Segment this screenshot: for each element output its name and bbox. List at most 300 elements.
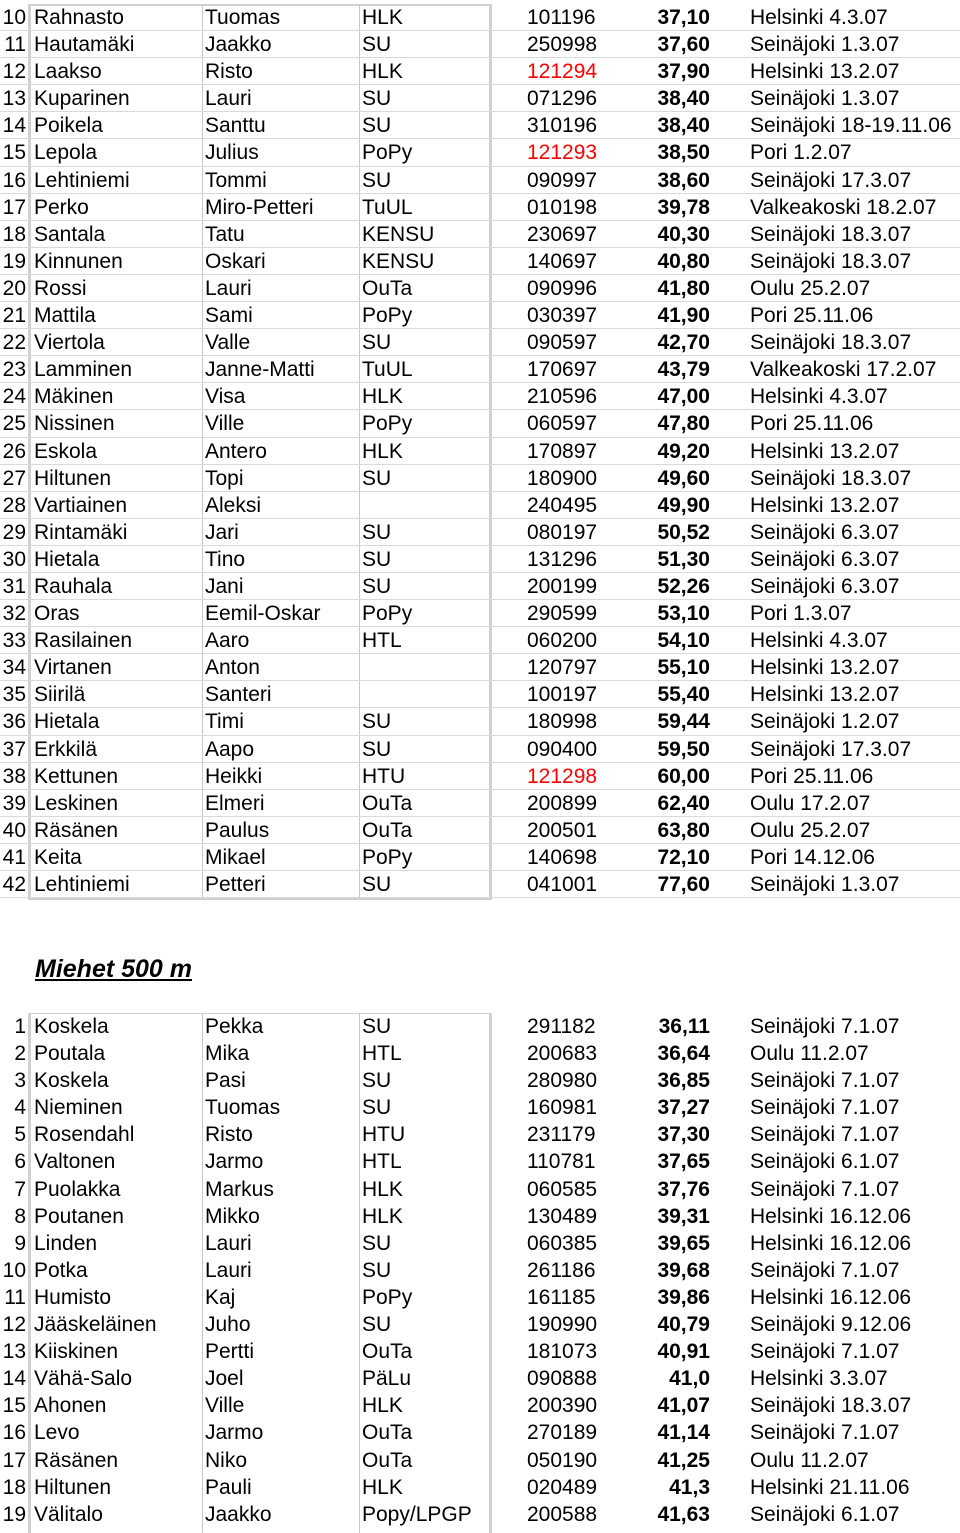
place-date-cell: Helsinki 13.2.07 bbox=[750, 683, 900, 707]
first-name-cell: Visa bbox=[205, 385, 246, 409]
rank-cell: 36 bbox=[2, 710, 26, 734]
table-row bbox=[0, 302, 960, 329]
time-cell: 41,0 bbox=[669, 1367, 710, 1391]
rank-cell: 19 bbox=[2, 249, 26, 273]
last-name-cell: Koskela bbox=[34, 1015, 109, 1038]
club-cell: HTL bbox=[362, 1150, 402, 1174]
last-name-cell: Poutala bbox=[34, 1042, 106, 1066]
place-date-cell: Seinäjoki 1.3.07 bbox=[750, 87, 900, 111]
club-cell: SU bbox=[362, 1069, 392, 1093]
table-row bbox=[0, 763, 960, 790]
first-name-cell: Aaro bbox=[205, 629, 250, 653]
table-row bbox=[0, 871, 960, 898]
club-cell: PoPy bbox=[362, 304, 413, 328]
club-cell: HLK bbox=[362, 1394, 403, 1418]
place-date-cell: Helsinki 4.3.07 bbox=[750, 6, 888, 29]
time-cell: 54,10 bbox=[657, 629, 710, 653]
rank-cell: 6 bbox=[14, 1150, 26, 1174]
birthdate-cell: 121298 bbox=[527, 764, 598, 788]
rank-cell: 25 bbox=[2, 412, 26, 436]
time-cell: 38,40 bbox=[657, 114, 710, 138]
table-row bbox=[0, 383, 960, 410]
first-name-cell: Juho bbox=[205, 1313, 251, 1337]
table-row bbox=[0, 139, 960, 166]
place-date-cell: Helsinki 16.12.06 bbox=[750, 1231, 912, 1255]
last-name-cell: Erkkilä bbox=[34, 737, 98, 761]
last-name-cell: Rahnasto bbox=[34, 6, 124, 29]
first-name-cell: Antero bbox=[205, 439, 267, 463]
rank-cell: 18 bbox=[2, 222, 26, 246]
place-date-cell: Oulu 25.2.07 bbox=[750, 818, 871, 842]
club-cell: OuTa bbox=[362, 791, 413, 815]
club-cell: HLK bbox=[362, 1475, 403, 1499]
rank-cell: 12 bbox=[2, 60, 26, 84]
rank-cell: 2 bbox=[14, 1042, 26, 1066]
time-cell: 36,85 bbox=[657, 1069, 710, 1093]
club-cell: OuTa bbox=[362, 818, 413, 842]
first-name-cell: Tino bbox=[205, 547, 246, 571]
club-cell: PoPy bbox=[362, 845, 413, 869]
club-cell: OuTa bbox=[362, 1340, 413, 1364]
time-cell: 38,60 bbox=[657, 168, 710, 192]
birthdate-cell: 290599 bbox=[527, 602, 598, 626]
birthdate-cell: 161185 bbox=[527, 1285, 596, 1309]
rank-cell: 9 bbox=[14, 1231, 26, 1255]
club-cell: SU bbox=[362, 520, 392, 544]
club-cell: TuUL bbox=[362, 358, 413, 382]
rank-cell: 17 bbox=[2, 195, 26, 219]
club-cell: SU bbox=[362, 710, 392, 734]
birthdate-cell: 200588 bbox=[527, 1502, 598, 1526]
first-name-cell: Miro-Petteri bbox=[205, 195, 314, 219]
rank-cell: 27 bbox=[2, 466, 26, 490]
first-name-cell: Oskari bbox=[205, 249, 266, 273]
first-name-cell: Tuomas bbox=[205, 1096, 281, 1120]
rank-cell: 26 bbox=[2, 439, 26, 463]
birthdate-cell: 131296 bbox=[527, 547, 598, 571]
table-row bbox=[0, 681, 960, 708]
time-cell: 37,65 bbox=[657, 1150, 710, 1174]
last-name-cell: Rasilainen bbox=[34, 629, 133, 653]
birthdate-cell: 130489 bbox=[527, 1204, 598, 1228]
last-name-cell: Lehtiniemi bbox=[34, 168, 130, 192]
first-name-cell: Santeri bbox=[205, 683, 272, 707]
club-cell: PoPy bbox=[362, 412, 413, 436]
first-name-cell: Mikael bbox=[205, 845, 266, 869]
club-cell: PoPy bbox=[362, 602, 413, 626]
first-name-cell: Tatu bbox=[205, 222, 245, 246]
table-row bbox=[0, 194, 960, 221]
place-date-cell: Helsinki 16.12.06 bbox=[750, 1204, 912, 1228]
last-name-cell: Hietala bbox=[34, 710, 100, 734]
table-row bbox=[0, 465, 960, 492]
time-cell: 49,60 bbox=[657, 466, 710, 490]
rank-cell: 15 bbox=[2, 1394, 26, 1418]
first-name-cell: Valle bbox=[205, 331, 251, 355]
birthdate-cell: 200899 bbox=[527, 791, 598, 815]
first-name-cell: Jaakko bbox=[205, 33, 272, 57]
first-name-cell: Lauri bbox=[205, 87, 252, 111]
time-cell: 37,60 bbox=[657, 33, 710, 57]
time-cell: 49,90 bbox=[657, 493, 710, 517]
place-date-cell: Pori 25.11.06 bbox=[750, 304, 874, 328]
table-row bbox=[0, 329, 960, 356]
place-date-cell: Seinäjoki 1.3.07 bbox=[750, 873, 900, 896]
birthdate-cell: 121294 bbox=[527, 60, 598, 84]
club-cell: SU bbox=[362, 33, 392, 57]
time-cell: 41,63 bbox=[657, 1502, 710, 1526]
time-cell: 37,30 bbox=[657, 1123, 710, 1147]
table-row bbox=[0, 546, 960, 573]
first-name-cell: Risto bbox=[205, 1123, 253, 1147]
birthdate-cell: 100197 bbox=[527, 683, 598, 707]
time-cell: 38,40 bbox=[657, 87, 710, 111]
club-cell: SU bbox=[362, 574, 392, 598]
time-cell: 37,10 bbox=[657, 6, 710, 29]
birthdate-cell: 071296 bbox=[527, 87, 598, 111]
birthdate-cell: 110781 bbox=[527, 1150, 596, 1174]
last-name-cell: Lehtiniemi bbox=[34, 873, 130, 896]
place-date-cell: Oulu 17.2.07 bbox=[750, 791, 871, 815]
rank-cell: 13 bbox=[2, 1340, 26, 1364]
club-cell: OuTa bbox=[362, 1448, 413, 1472]
table-row bbox=[0, 736, 960, 763]
club-cell: HTU bbox=[362, 1123, 406, 1147]
club-cell: PoPy bbox=[362, 1285, 413, 1309]
rank-cell: 21 bbox=[2, 304, 26, 328]
last-name-cell: Ahonen bbox=[34, 1394, 107, 1418]
table-row bbox=[0, 1176, 960, 1203]
rank-cell: 39 bbox=[2, 791, 26, 815]
results-table-2 bbox=[0, 1013, 960, 1528]
time-cell: 40,91 bbox=[657, 1340, 710, 1364]
last-name-cell: Nieminen bbox=[34, 1096, 123, 1120]
club-cell: KENSU bbox=[362, 222, 435, 246]
club-cell: KENSU bbox=[362, 249, 435, 273]
last-name-cell: Hietala bbox=[34, 547, 100, 571]
first-name-cell: Paulus bbox=[205, 818, 270, 842]
rank-cell: 28 bbox=[2, 493, 26, 517]
rank-cell: 32 bbox=[2, 602, 26, 626]
place-date-cell: Seinäjoki 7.1.07 bbox=[750, 1096, 900, 1120]
last-name-cell: Leskinen bbox=[34, 791, 119, 815]
time-cell: 42,70 bbox=[657, 331, 710, 355]
table-row bbox=[0, 627, 960, 654]
place-date-cell: Helsinki 4.3.07 bbox=[750, 629, 888, 653]
place-date-cell: Seinäjoki 18.3.07 bbox=[750, 466, 912, 490]
last-name-cell: Rossi bbox=[34, 276, 87, 300]
last-name-cell: Laakso bbox=[34, 60, 102, 84]
last-name-cell: Poikela bbox=[34, 114, 103, 138]
club-cell: HLK bbox=[362, 1177, 403, 1201]
first-name-cell: Niko bbox=[205, 1448, 248, 1472]
last-name-cell: Vähä-Salo bbox=[34, 1367, 133, 1391]
club-cell: HLK bbox=[362, 60, 403, 84]
time-cell: 77,60 bbox=[657, 873, 710, 896]
club-cell: SU bbox=[362, 331, 392, 355]
last-name-cell: Viertola bbox=[34, 331, 105, 355]
club-cell: SU bbox=[362, 737, 392, 761]
place-date-cell: Pori 25.11.06 bbox=[750, 764, 874, 788]
place-date-cell: Seinäjoki 6.3.07 bbox=[750, 574, 900, 598]
table-row bbox=[0, 221, 960, 248]
last-name-cell: Hiltunen bbox=[34, 466, 112, 490]
club-cell: HLK bbox=[362, 1204, 403, 1228]
last-name-cell: Kinnunen bbox=[34, 249, 123, 273]
first-name-cell: Timi bbox=[205, 710, 244, 734]
table-row bbox=[0, 112, 960, 139]
time-cell: 72,10 bbox=[657, 845, 710, 869]
first-name-cell: Heikki bbox=[205, 764, 263, 788]
last-name-cell: Potka bbox=[34, 1258, 88, 1282]
rank-cell: 38 bbox=[2, 764, 26, 788]
table-row bbox=[0, 573, 960, 600]
last-name-cell: Siirilä bbox=[34, 683, 86, 707]
club-cell: TuUL bbox=[362, 195, 413, 219]
time-cell: 41,80 bbox=[657, 276, 710, 300]
rank-cell: 19 bbox=[2, 1502, 26, 1526]
results-table-1 bbox=[0, 4, 960, 898]
first-name-cell: Lauri bbox=[205, 1258, 252, 1282]
rank-cell: 34 bbox=[2, 656, 26, 680]
birthdate-cell: 060200 bbox=[527, 629, 598, 653]
last-name-cell: Perko bbox=[34, 195, 89, 219]
place-date-cell: Seinäjoki 7.1.07 bbox=[750, 1177, 900, 1201]
birthdate-cell: 200390 bbox=[527, 1394, 598, 1418]
club-cell: SU bbox=[362, 1096, 392, 1120]
first-name-cell: Jarmo bbox=[205, 1421, 264, 1445]
table-row bbox=[0, 31, 960, 58]
table-row bbox=[0, 1338, 960, 1365]
birthdate-cell: 280980 bbox=[527, 1069, 598, 1093]
club-cell: OuTa bbox=[362, 1421, 413, 1445]
last-name-cell: Räsänen bbox=[34, 818, 119, 842]
first-name-cell: Mika bbox=[205, 1042, 250, 1066]
last-name-cell: Puolakka bbox=[34, 1177, 121, 1201]
table-row bbox=[0, 790, 960, 817]
time-cell: 63,80 bbox=[657, 818, 710, 842]
place-date-cell: Seinäjoki 7.1.07 bbox=[750, 1069, 900, 1093]
table-row bbox=[0, 85, 960, 112]
time-cell: 47,00 bbox=[657, 385, 710, 409]
place-date-cell: Helsinki 13.2.07 bbox=[750, 439, 900, 463]
place-date-cell: Oulu 25.2.07 bbox=[750, 276, 871, 300]
time-cell: 51,30 bbox=[657, 547, 710, 571]
time-cell: 40,79 bbox=[657, 1313, 710, 1337]
table-row bbox=[0, 1040, 960, 1067]
rank-cell: 14 bbox=[2, 114, 26, 138]
time-cell: 47,80 bbox=[657, 412, 710, 436]
time-cell: 41,14 bbox=[657, 1421, 710, 1445]
table-row bbox=[0, 1203, 960, 1230]
birthdate-cell: 020489 bbox=[527, 1475, 598, 1499]
birthdate-cell: 090597 bbox=[527, 331, 598, 355]
table-row bbox=[0, 1067, 960, 1094]
table-row bbox=[0, 492, 960, 519]
club-cell: OuTa bbox=[362, 276, 413, 300]
time-cell: 41,90 bbox=[657, 304, 710, 328]
time-cell: 41,3 bbox=[669, 1475, 710, 1499]
table-row bbox=[0, 708, 960, 735]
rank-cell: 17 bbox=[2, 1448, 26, 1472]
rank-cell: 8 bbox=[14, 1204, 26, 1228]
birthdate-cell: 160981 bbox=[527, 1096, 598, 1120]
last-name-cell: Lepola bbox=[34, 141, 98, 165]
first-name-cell: Risto bbox=[205, 60, 253, 84]
place-date-cell: Seinäjoki 7.1.07 bbox=[750, 1123, 900, 1147]
time-cell: 59,44 bbox=[657, 710, 710, 734]
table-row bbox=[0, 1230, 960, 1257]
birthdate-cell: 090996 bbox=[527, 276, 598, 300]
first-name-cell: Pertti bbox=[205, 1340, 255, 1364]
table-row bbox=[0, 1474, 960, 1501]
place-date-cell: Helsinki 13.2.07 bbox=[750, 493, 900, 517]
club-cell: SU bbox=[362, 466, 392, 490]
rank-cell: 10 bbox=[2, 6, 26, 29]
table-row bbox=[0, 1148, 960, 1175]
time-cell: 52,26 bbox=[657, 574, 710, 598]
first-name-cell: Tuomas bbox=[205, 6, 281, 29]
rank-cell: 12 bbox=[2, 1313, 26, 1337]
time-cell: 41,25 bbox=[657, 1448, 710, 1472]
birthdate-cell: 180900 bbox=[527, 466, 598, 490]
place-date-cell: Pori 1.3.07 bbox=[750, 602, 852, 626]
last-name-cell: Virtanen bbox=[34, 656, 112, 680]
club-cell: HLK bbox=[362, 439, 403, 463]
table-row bbox=[0, 600, 960, 627]
last-name-cell: Kiiskinen bbox=[34, 1340, 119, 1364]
rank-cell: 42 bbox=[2, 873, 26, 896]
place-date-cell: Seinäjoki 7.1.07 bbox=[750, 1421, 900, 1445]
last-name-cell: Oras bbox=[34, 602, 80, 626]
rank-cell: 5 bbox=[14, 1123, 26, 1147]
birthdate-cell: 080197 bbox=[527, 520, 598, 544]
first-name-cell: Anton bbox=[205, 656, 260, 680]
rank-cell: 16 bbox=[2, 1421, 26, 1445]
rank-cell: 31 bbox=[2, 574, 26, 598]
table-row bbox=[0, 4, 960, 31]
birthdate-cell: 010198 bbox=[527, 195, 598, 219]
place-date-cell: Seinäjoki 7.1.07 bbox=[750, 1015, 900, 1038]
last-name-cell: Rosendahl bbox=[34, 1123, 135, 1147]
table-row bbox=[0, 1501, 960, 1528]
club-cell: HLK bbox=[362, 385, 403, 409]
place-date-cell: Seinäjoki 1.2.07 bbox=[750, 710, 900, 734]
table-row bbox=[0, 1365, 960, 1392]
club-cell: SU bbox=[362, 1231, 392, 1255]
time-cell: 55,10 bbox=[657, 656, 710, 680]
place-date-cell: Seinäjoki 6.3.07 bbox=[750, 547, 900, 571]
table-row bbox=[0, 58, 960, 85]
place-date-cell: Seinäjoki 9.12.06 bbox=[750, 1313, 912, 1337]
first-name-cell: Tommi bbox=[205, 168, 267, 192]
table-row bbox=[0, 1257, 960, 1284]
rank-cell: 15 bbox=[2, 141, 26, 165]
birthdate-cell: 060585 bbox=[527, 1177, 598, 1201]
birthdate-cell: 190990 bbox=[527, 1313, 598, 1337]
place-date-cell: Helsinki 13.2.07 bbox=[750, 656, 900, 680]
place-date-cell: Pori 1.2.07 bbox=[750, 141, 852, 165]
birthdate-cell: 210596 bbox=[527, 385, 598, 409]
time-cell: 36,64 bbox=[657, 1042, 710, 1066]
place-date-cell: Seinäjoki 18.3.07 bbox=[750, 222, 912, 246]
place-date-cell: Valkeakoski 18.2.07 bbox=[750, 195, 937, 219]
last-name-cell: Rauhala bbox=[34, 574, 113, 598]
table-row bbox=[0, 1447, 960, 1474]
section-title-miehet-500m: Miehet 500 m bbox=[35, 955, 193, 983]
rank-cell: 20 bbox=[2, 276, 26, 300]
first-name-cell: Jari bbox=[205, 520, 239, 544]
time-cell: 55,40 bbox=[657, 683, 710, 707]
last-name-cell: Humisto bbox=[34, 1285, 112, 1309]
place-date-cell: Seinäjoki 7.1.07 bbox=[750, 1258, 900, 1282]
table-row bbox=[0, 167, 960, 194]
birthdate-cell: 170897 bbox=[527, 439, 598, 463]
first-name-cell: Julius bbox=[205, 141, 259, 165]
last-name-cell: Koskela bbox=[34, 1069, 109, 1093]
place-date-cell: Seinäjoki 17.3.07 bbox=[750, 737, 912, 761]
place-date-cell: Seinäjoki 6.3.07 bbox=[750, 520, 900, 544]
rank-cell: 37 bbox=[2, 737, 26, 761]
table-row bbox=[0, 1121, 960, 1148]
place-date-cell: Helsinki 4.3.07 bbox=[750, 385, 888, 409]
table-row bbox=[0, 410, 960, 437]
club-cell: SU bbox=[362, 168, 392, 192]
last-name-cell: Poutanen bbox=[34, 1204, 124, 1228]
last-name-cell: Hiltunen bbox=[34, 1475, 112, 1499]
last-name-cell: Jääskeläinen bbox=[34, 1313, 157, 1337]
last-name-cell: Levo bbox=[34, 1421, 80, 1445]
table-row bbox=[0, 248, 960, 275]
club-cell: PoPy bbox=[362, 141, 413, 165]
place-date-cell: Oulu 11.2.07 bbox=[750, 1042, 869, 1066]
birthdate-cell: 140697 bbox=[527, 249, 598, 273]
last-name-cell: Valtonen bbox=[34, 1150, 116, 1174]
first-name-cell: Jaakko bbox=[205, 1502, 272, 1526]
club-cell: HTL bbox=[362, 1042, 402, 1066]
first-name-cell: Markus bbox=[205, 1177, 274, 1201]
time-cell: 39,68 bbox=[657, 1258, 710, 1282]
first-name-cell: Lauri bbox=[205, 1231, 252, 1255]
birthdate-cell: 200683 bbox=[527, 1042, 598, 1066]
birthdate-cell: 231179 bbox=[527, 1123, 596, 1147]
birthdate-cell: 050190 bbox=[527, 1448, 598, 1472]
club-cell: Popy/LPGP bbox=[362, 1502, 472, 1526]
first-name-cell: Pekka bbox=[205, 1015, 264, 1038]
table-row bbox=[0, 1094, 960, 1121]
club-cell: HTL bbox=[362, 629, 402, 653]
first-name-cell: Aleksi bbox=[205, 493, 262, 517]
rank-cell: 41 bbox=[2, 845, 26, 869]
first-name-cell: Santtu bbox=[205, 114, 266, 138]
rank-cell: 29 bbox=[2, 520, 26, 544]
rank-cell: 33 bbox=[2, 629, 26, 653]
place-date-cell: Helsinki 3.3.07 bbox=[750, 1367, 888, 1391]
birthdate-cell: 240495 bbox=[527, 493, 598, 517]
last-name-cell: Eskola bbox=[34, 439, 98, 463]
time-cell: 39,31 bbox=[657, 1204, 710, 1228]
birthdate-cell: 060385 bbox=[527, 1231, 598, 1255]
rank-cell: 24 bbox=[2, 385, 26, 409]
birthdate-cell: 180998 bbox=[527, 710, 598, 734]
last-name-cell: Santala bbox=[34, 222, 106, 246]
place-date-cell: Seinäjoki 18.3.07 bbox=[750, 331, 912, 355]
last-name-cell: Keita bbox=[34, 845, 82, 869]
rank-cell: 11 bbox=[4, 1285, 26, 1309]
place-date-cell: Valkeakoski 17.2.07 bbox=[750, 358, 937, 382]
time-cell: 49,20 bbox=[657, 439, 710, 463]
club-cell: SU bbox=[362, 114, 392, 138]
